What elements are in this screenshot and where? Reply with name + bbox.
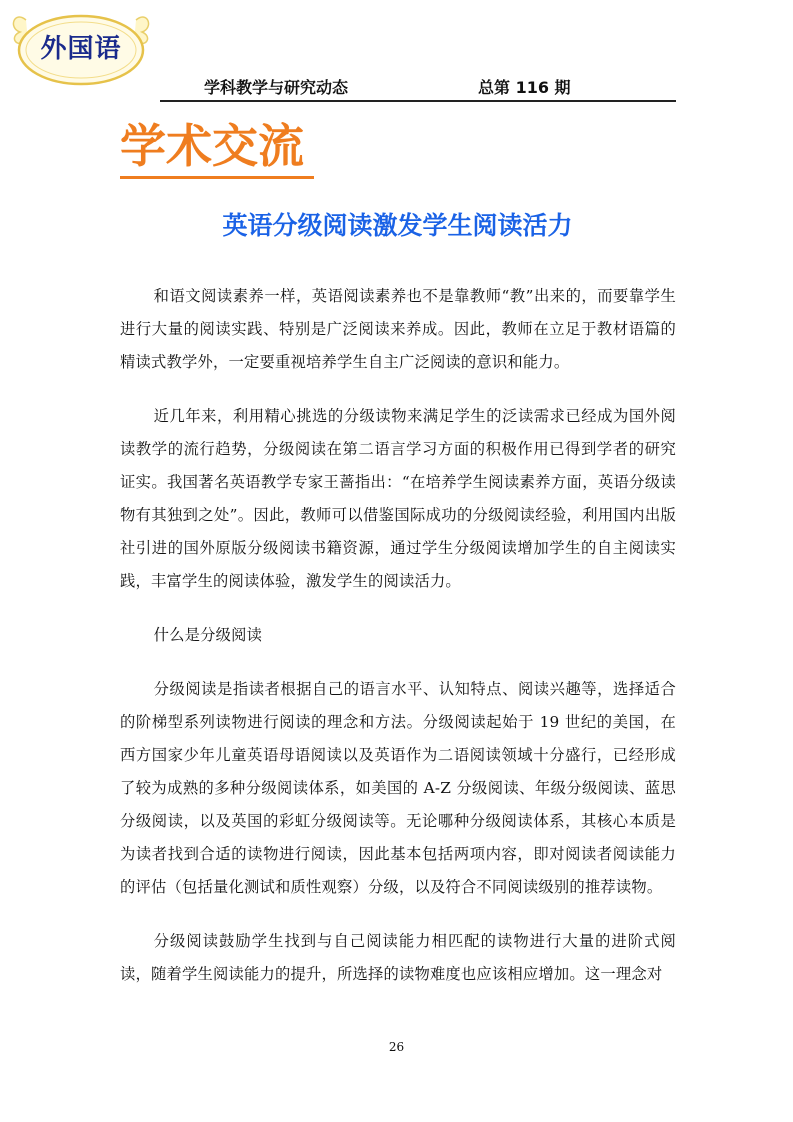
paragraph-3: 分级阅读是指读者根据自己的语言水平、认知特点、阅读兴趣等，选择适合的阶梯型系列读物进行阅读的理念和方法。分级阅读起始于 19 世纪的美国，在西方国家少年儿童英语母语阅读以及英语作为二语阅读领域十分盛行，已经形成了较为成熟的多种分级阅读体系，如美国的 A-Z 分级阅读、年级分级阅读、蓝思分级阅读，以及英国的彩虹分级阅读等。无论哪种分级阅读体系，其核心本质是为读者找到合适的读物进行阅读，因此基本包括两项内容，即对阅读者阅读能力的评估（包括量化测试和质性观察）分级，以及符合不同阅读级别的推荐读物。 (120, 680, 676, 896)
logo-badge (6, 6, 156, 92)
article-title: 英语分级阅读激发学生阅读活力 (222, 211, 573, 240)
article-body (120, 280, 676, 1012)
paragraph-4: 分级阅读鼓励学生找到与自己阅读能力相匹配的读物进行大量的进阶式阅读，随着学生阅读能力的提升，所选择的读物难度也应该相应增加。这一理念对 (120, 932, 676, 983)
issue-number: 总第 116 期 (478, 78, 571, 97)
paragraph-1: 和语文阅读素养一样，英语阅读素养也不是靠教师“教”出来的，而要靠学生进行大量的阅读实践、特别是广泛阅读来养成。因此，教师在立足于教材语篇的精读式教学外，一定要重视培养学生自主广泛阅读的意识和能力。 (120, 287, 676, 371)
section-heading: 学术交流 (120, 116, 314, 179)
journal-title: 学科教学与研究动态 (204, 78, 349, 97)
logo-text: 外国语 (40, 34, 122, 64)
page-number: 26 (388, 1040, 405, 1054)
paragraph-2: 近几年来，利用精心挑选的分级读物来满足学生的泛读需求已经成为国外阅读教学的流行趋势，分级阅读在第二语言学习方面的积极作用已得到学者的研究证实。我国著名英语教学专家王蔷指出：“在培养学生阅读素养方面，英语分级读物有其独到之处”。因此，教师可以借鉴国际成功的分级阅读经验，利用国内出版社引进的国外原版分级阅读书籍资源，通过学生分级阅读增加学生的自主阅读实践，丰富学生的阅读体验，激发学生的阅读活力。 (120, 407, 676, 590)
page-header (160, 72, 676, 102)
subheading-what-is-graded-reading: 什么是分级阅读 (153, 626, 263, 644)
